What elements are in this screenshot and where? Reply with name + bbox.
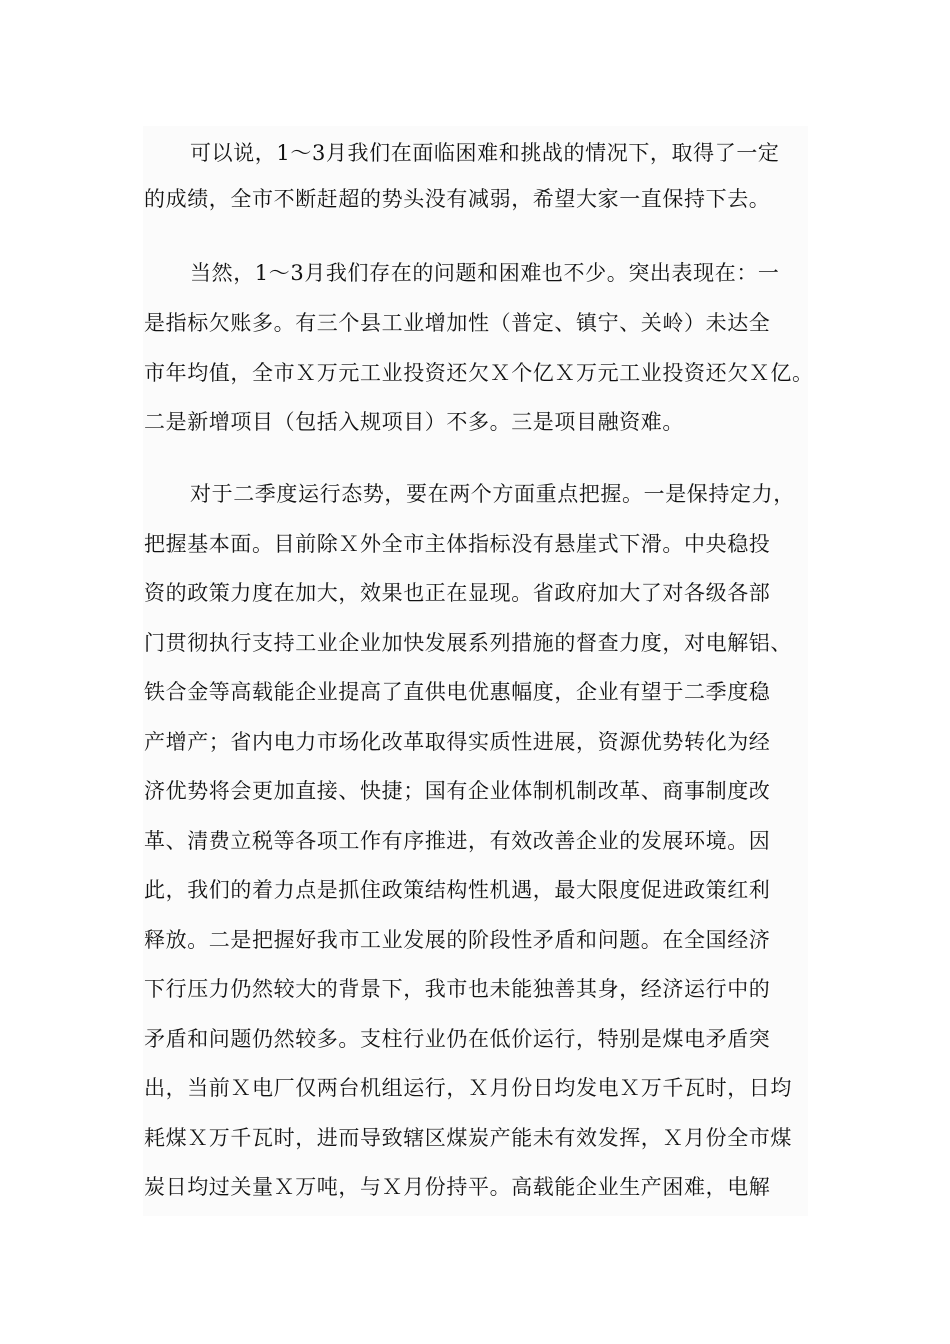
paragraph-3-line-4: 门贯彻执行支持工业企业加快发展系列措施的督查力度，对电解铝、 (144, 631, 792, 655)
paragraph-3-line-2: 把握基本面。目前除Ｘ外全市主体指标没有悬崖式下滑。中央稳投 (144, 532, 771, 556)
paragraph-3-line-11: 下行压力仍然较大的背景下，我市也未能独善其身，经济运行中的 (144, 977, 771, 1001)
paragraph-2-line-1: 当然，1～3月我们存在的问题和困难也不少。突出表现在：一 (190, 261, 780, 285)
paragraph-1-line-1: 可以说，1～3月我们在面临困难和挑战的情况下，取得了一定 (190, 141, 780, 165)
paragraph-3-line-6: 产增产；省内电力市场化改革取得实质性进展，资源优势转化为经 (144, 730, 771, 754)
paragraph-2-line-3: 市年均值，全市Ｘ万元工业投资还欠Ｘ个亿Ｘ万元工业投资还欠Ｘ亿。 (144, 361, 814, 385)
paragraph-3-line-10: 释放。二是把握好我市工业发展的阶段性矛盾和问题。在全国经济 (144, 928, 771, 952)
paragraph-3-line-5: 铁合金等高载能企业提高了直供电优惠幅度，企业有望于二季度稳 (144, 680, 771, 704)
text-block-background (143, 126, 808, 1216)
paragraph-3-line-15: 炭日均过关量Ｘ万吨，与Ｘ月份持平。高载能企业生产困难，电解 (144, 1175, 771, 1199)
paragraph-3-line-12: 矛盾和问题仍然较多。支柱行业仍在低价运行，特别是煤电矛盾突 (144, 1027, 771, 1051)
paragraph-3-line-3: 资的政策力度在加大，效果也正在显现。省政府加大了对各级各部 (144, 581, 771, 605)
paragraph-3-line-13: 出，当前Ｘ电厂仅两台机组运行，Ｘ月份日均发电Ｘ万千瓦时，日均 (144, 1076, 792, 1100)
paragraph-3-line-9: 此，我们的着力点是抓住政策结构性机遇，最大限度促进政策红利 (144, 878, 771, 902)
paragraph-2-line-4: 二是新增项目（包括入规项目）不多。三是项目融资难。 (144, 410, 684, 434)
paragraph-3-line-14: 耗煤Ｘ万千瓦时，进而导致辖区煤炭产能未有效发挥，Ｘ月份全市煤 (144, 1126, 792, 1150)
paragraph-3-line-1: 对于二季度运行态势，要在两个方面重点把握。一是保持定力， (190, 482, 795, 506)
paragraph-1-line-2: 的成绩，全市不断赶超的势头没有减弱，希望大家一直保持下去。 (144, 187, 771, 211)
paragraph-3-line-7: 济优势将会更加直接、快捷；国有企业体制机制改革、商事制度改 (144, 779, 771, 803)
paragraph-2-line-2: 是指标欠账多。有三个县工业增加性（普定、镇宁、关岭）未达全 (144, 311, 771, 335)
paragraph-3-line-8: 革、清费立税等各项工作有序推进，有效改善企业的发展环境。因 (144, 829, 771, 853)
